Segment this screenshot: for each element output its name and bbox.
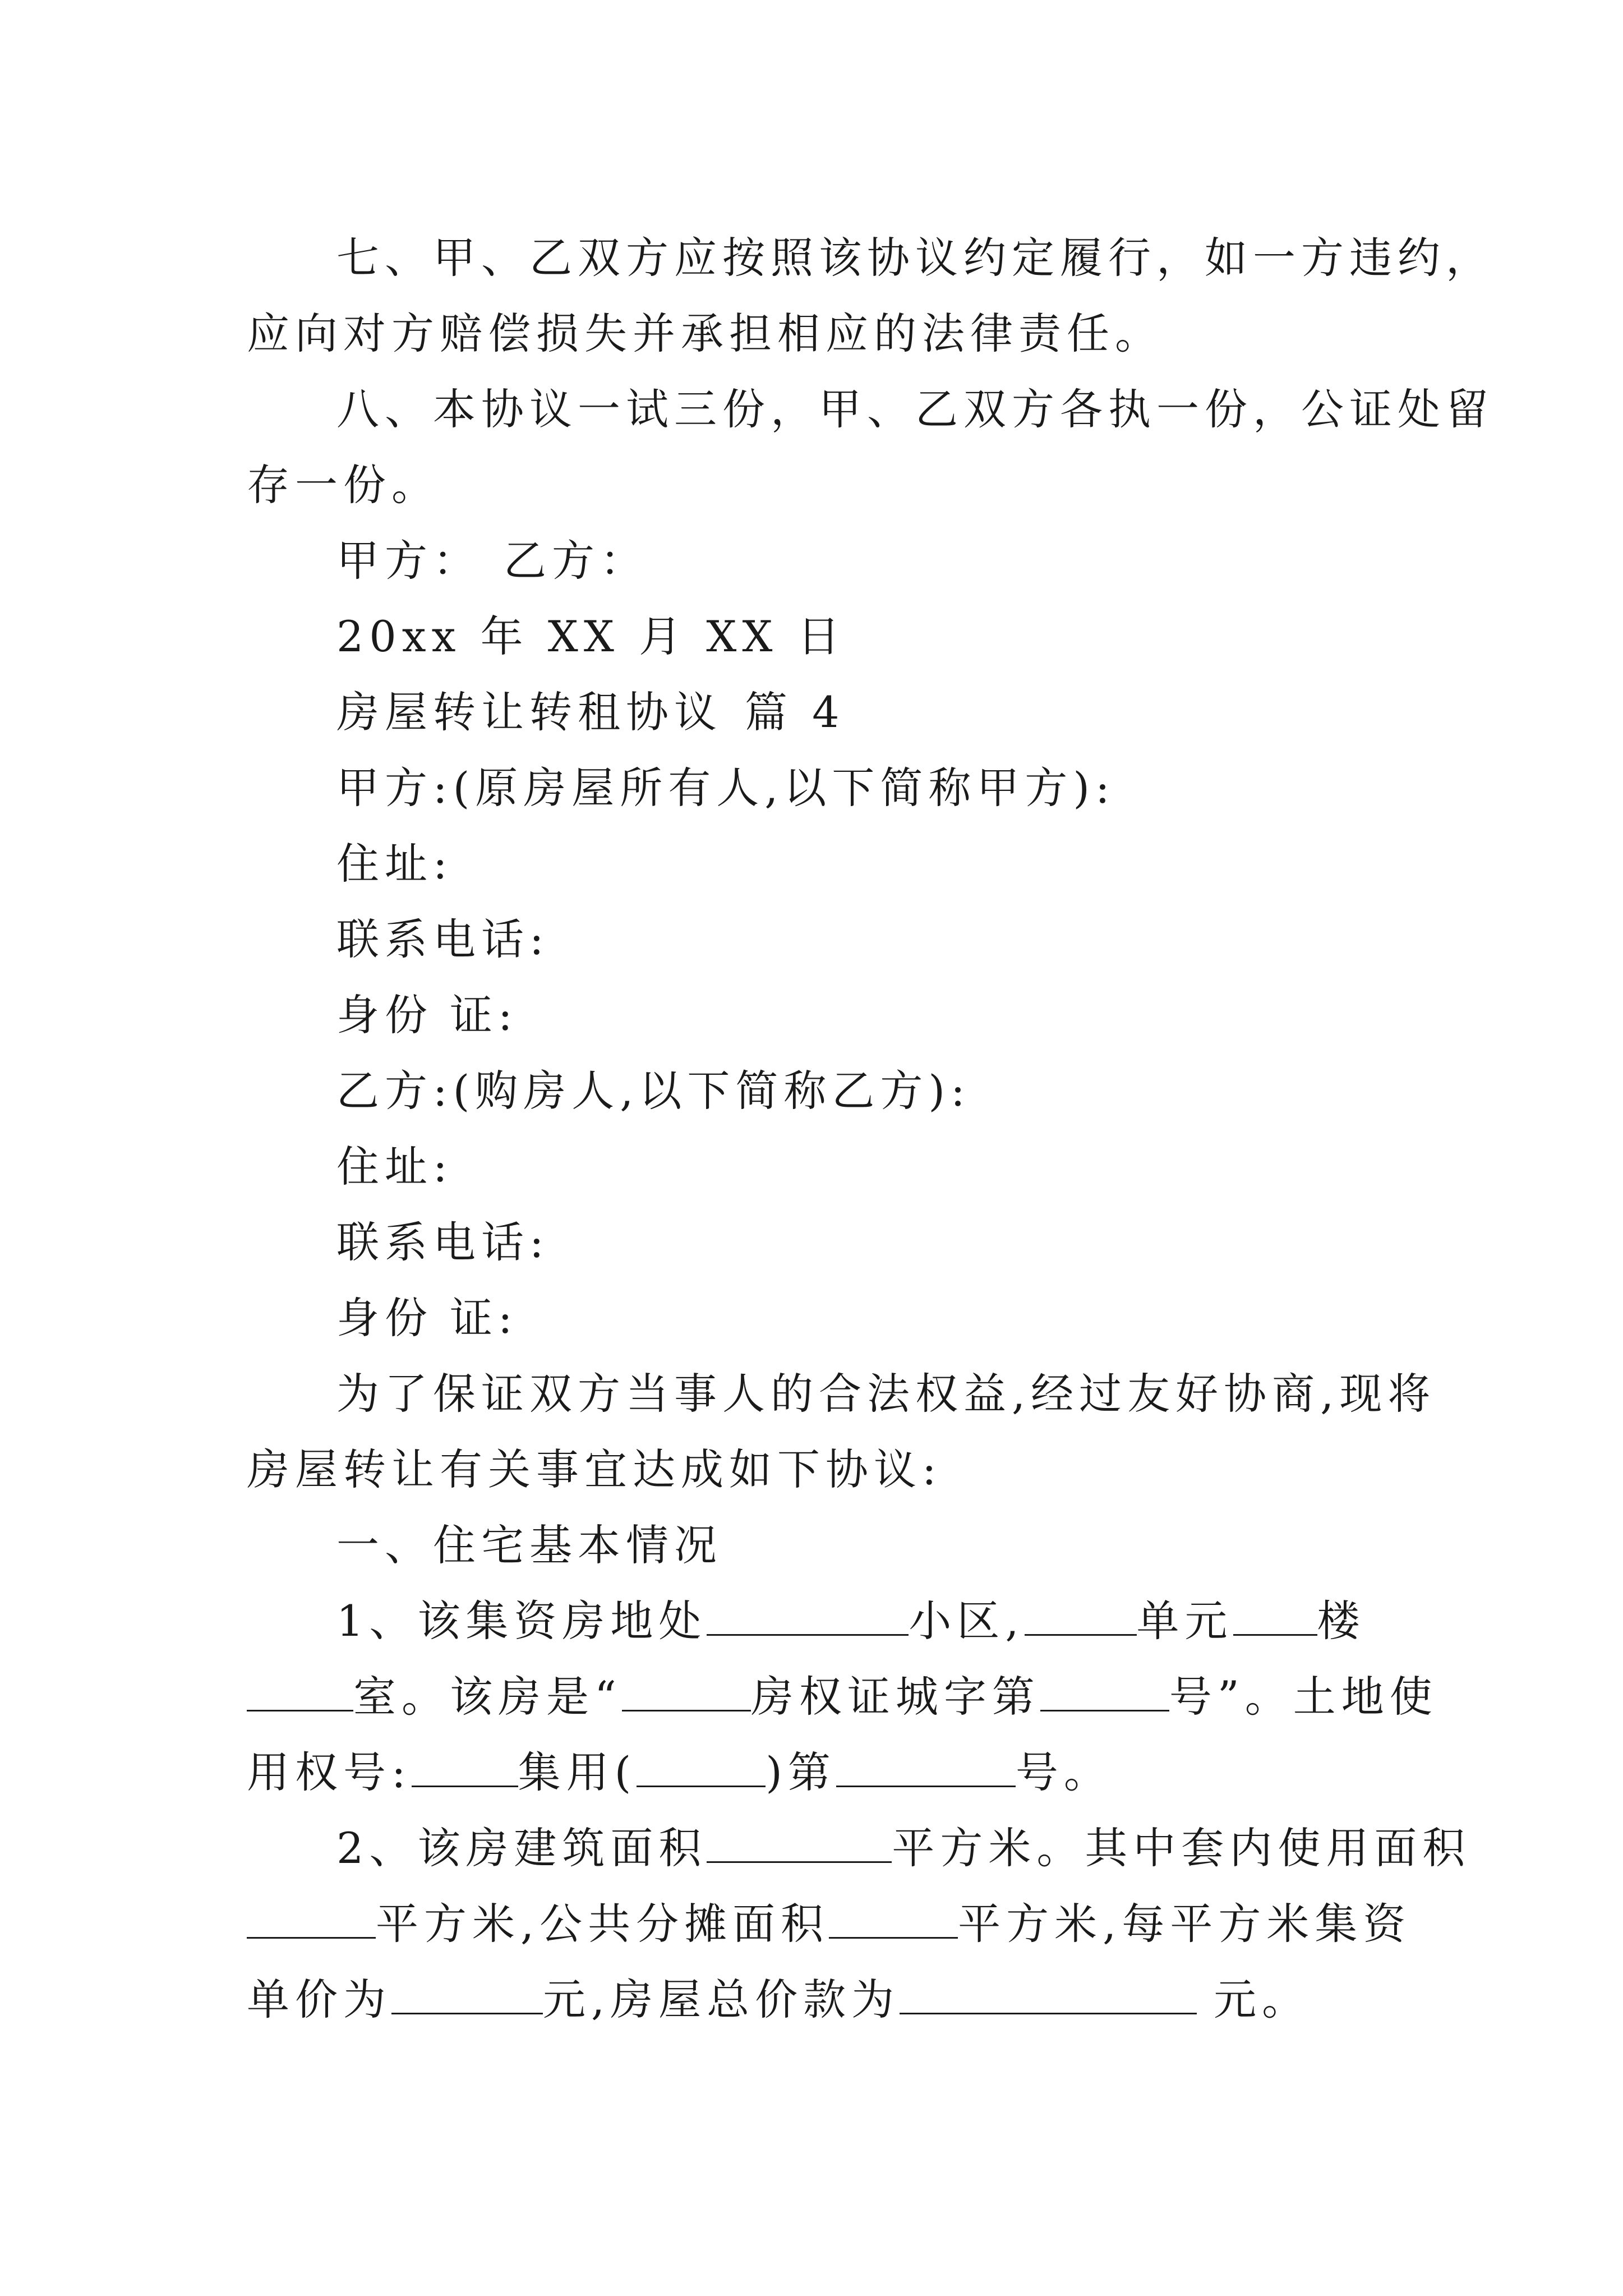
blank-cert-number — [1040, 1671, 1169, 1711]
item-1-line-1 — [0, 1593, 1623, 1649]
sign-party-b: 乙方： — [504, 536, 648, 586]
item-1-text-land-right: 用权号: — [247, 1747, 412, 1797]
signature-line — [0, 533, 1623, 589]
blank-land-year — [637, 1746, 766, 1787]
item-1-text-unit: 单元 — [1136, 1596, 1233, 1646]
blank-cert-prefix — [622, 1671, 751, 1711]
party-b-address: 住址: — [336, 1142, 453, 1191]
sign-party-a: 甲方： — [336, 536, 481, 586]
blank-total-price — [900, 1973, 1197, 2014]
section-number: 篇 4 — [745, 687, 845, 737]
blank-land-prefix — [412, 1746, 518, 1787]
blank-shared-area — [829, 1898, 958, 1939]
heading-basic-info: 一、住宅基本情况 — [336, 1520, 722, 1570]
item-1-text-community: 小区, — [909, 1596, 1025, 1646]
item-2-line-1 — [0, 1820, 1623, 1876]
party-b-id-line — [0, 1290, 1623, 1346]
party-b-id-label-2: 证: — [450, 1293, 518, 1343]
date-line: 20xx 年 XX 月 XX 日 — [336, 611, 846, 661]
item-2-text-unit-price: 平方米,每平方米集资 — [958, 1899, 1412, 1949]
preamble-line-1: 为了保证双方当事人的合法权益,经过友好协商,现将 — [336, 1369, 1436, 1419]
blank-community — [707, 1595, 909, 1636]
blank-building-area — [707, 1822, 892, 1863]
section-title: 房屋转让转租协议 — [336, 687, 722, 737]
party-a-phone: 联系电话: — [336, 914, 550, 964]
party-b-id-label-1: 身份 — [336, 1293, 433, 1343]
blank-building — [1233, 1595, 1317, 1636]
item-1-text-end: 号。 — [1015, 1747, 1112, 1797]
party-a-id-label-1: 身份 — [336, 990, 433, 1040]
party-a-address: 住址: — [336, 839, 453, 889]
blank-unit-price — [391, 1973, 543, 2014]
party-b-phone: 联系电话: — [336, 1217, 550, 1267]
item-1-text-collective: 集用( — [518, 1747, 637, 1797]
item-2-text-shared-area: 平方米,公共分摊面积 — [376, 1899, 829, 1949]
party-a-id-label-2: 证: — [450, 990, 518, 1040]
item-2-text-price: 单价为 — [247, 1975, 391, 2024]
item-1-text-location: 1、该集资房地处 — [336, 1596, 707, 1646]
item-2-text-building-area: 2、该房建筑面积 — [336, 1823, 707, 1873]
item-1-line-3 — [0, 1745, 1623, 1801]
party-a-heading: 甲方:(原房屋所有人,以下简称甲方): — [336, 763, 1115, 813]
blank-room — [247, 1671, 353, 1711]
item-1-text-building: 楼 — [1317, 1596, 1366, 1646]
clause-8-line-2: 存一份。 — [247, 460, 440, 510]
item-2-line-3 — [0, 1972, 1623, 2028]
section-title-line — [0, 684, 1623, 740]
clause-7-line-1: 七、甲、乙双方应按照该协议约定履行，如一方违约， — [336, 233, 1494, 283]
item-2-text-total: 元,房屋总价款为 — [543, 1975, 900, 2024]
clause-8-line-1: 八、本协议一试三份，甲、乙双方各执一份，公证处留 — [336, 384, 1494, 434]
preamble-line-2: 房屋转让有关事宜达成如下协议: — [247, 1444, 942, 1494]
item-1-line-2 — [0, 1669, 1623, 1725]
item-2-text-yuan: 元。 — [1214, 1975, 1311, 2024]
blank-unit — [1025, 1595, 1137, 1636]
blank-land-number — [836, 1746, 1016, 1787]
party-a-id-line — [0, 987, 1623, 1043]
item-1-text-cert: 房权证城字第 — [750, 1672, 1040, 1722]
item-2-line-2 — [0, 1896, 1623, 1952]
party-b-heading: 乙方:(购房人,以下简称乙方): — [336, 1066, 971, 1116]
item-1-text-order: )第 — [766, 1747, 836, 1797]
clause-7-line-2: 应向对方赔偿损失并承担相应的法律责任。 — [247, 309, 1163, 358]
item-1-text-room: 室。该房是“ — [353, 1672, 622, 1722]
item-1-text-land: 号”。土地使 — [1169, 1672, 1438, 1722]
item-2-text-inner-area: 平方米。其中套内使用面积 — [892, 1823, 1471, 1873]
blank-inner-area — [247, 1898, 376, 1939]
